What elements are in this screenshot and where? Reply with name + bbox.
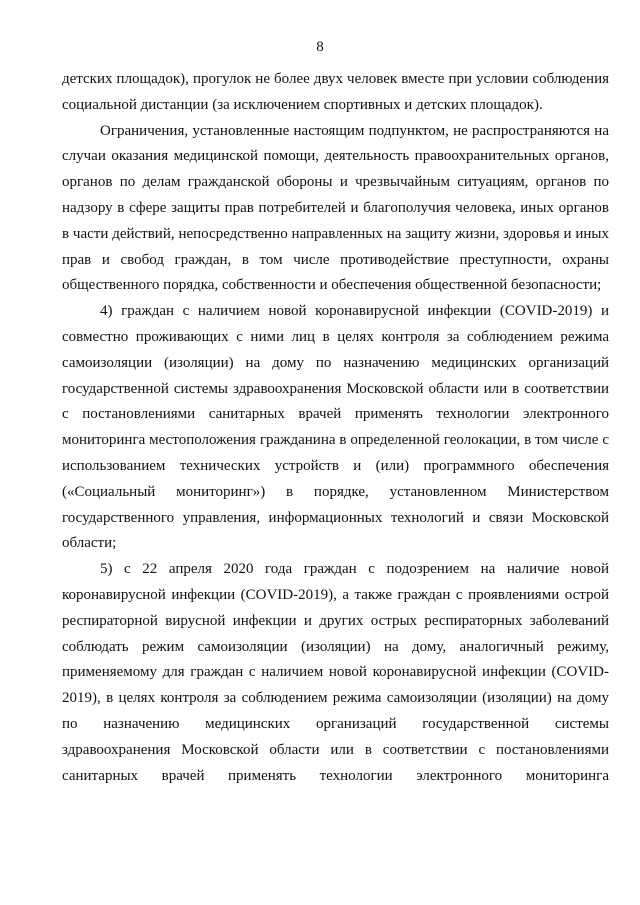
paragraph-restrictions: Ограничения, установленные настоящим подпунктом, не распространяются на случаи оказания медицинской помощи, деятельность правоохранительных органов, органов по делам гражданской обороны и чрезвычайным ситуациям, органов по надзору в сфере защиты прав потребителей и благополучия человека, иных органов в части действий, непосредственно направленных на защиту жизни, здоровья и иных прав и свобод граждан, в том числе противодействие преступности, охраны общественного порядка, собственности и обеспечения общественной безопасности;: [62, 122, 609, 294]
paragraph-item-5: 5) с 22 апреля 2020 года граждан с подозрением на наличие новой коронавирусной инфекции (COVID-2019), а также граждан с проявлениями острой респираторной вирусной инфекции и других острых респираторных заболеваний соблюдать режим самоизоляции (изоляции) на дому, аналогичный режиму, применяемому для граждан с наличием новой коронавирусной инфекции (COVID-2019), в целях контроля за соблюдением режима самоизоляции (изоляции) на дому по назначению медицинских организаций государственной системы здравоохранения Московской области или в соответствии с постановлениями санитарных врачей применять технологии электронного мониторинга: [62, 561, 609, 784]
document-body: [62, 67, 609, 789]
page-number: 8: [316, 39, 324, 55]
paragraph-continuation: детских площадок), прогулок не более двух человек вместе при условии соблюдения социальной дистанции (за исключением спортивных и детских площадок).: [62, 71, 609, 113]
paragraph-item-4: 4) граждан с наличием новой коронавирусной инфекции (COVID-2019) и совместно проживающих с ними лиц в целях контроля за соблюдением режима самоизоляции (изоляции) на дому по назначению медицинских организаций государственной системы здравоохранения Московской области или в соответствии с постановлениями санитарных врачей применять технологии электронного мониторинга местоположения гражданина в определенной геолокации, в том числе с использованием технических устройств и (или) программного обеспечения («Социальный мониторинг») в порядке, установленном Министерством государственного управления, информационных технологий и связи Московской области;: [62, 303, 609, 552]
